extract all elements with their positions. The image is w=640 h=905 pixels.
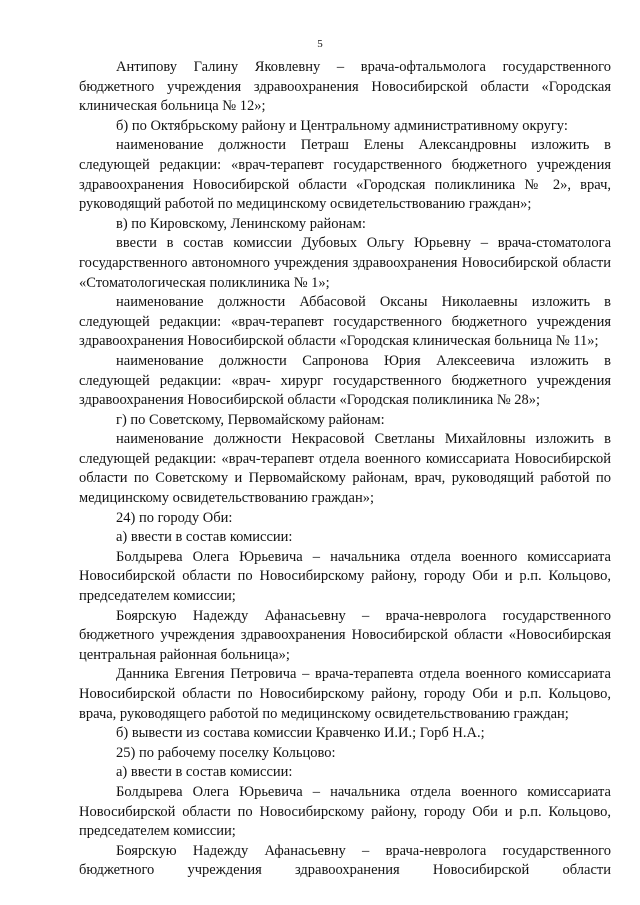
paragraph: а) ввести в состав комиссии: xyxy=(116,764,293,781)
paragraph: б) по Октябрьскому району и Центральному административному округу: xyxy=(116,117,568,134)
paragraph: наименование должности Аббасовой Оксаны Николаевны изложить в следующей редакции: «врач-терапевт государственного бюджетного учреждения здравоохранения Новосибирской области «Городская клиническая больница № 11»; xyxy=(79,294,611,350)
paragraph: б) вывести из состава комиссии Кравченко И.И.; Горб Н.А.; xyxy=(116,725,485,742)
paragraph: ввести в состав комиссии Дубовых Ольгу Юрьевну – врача-стоматолога государственного автономного учреждения здравоохранения Новосибирской области «Стоматологическая поликлиника № 1»; xyxy=(79,235,611,291)
paragraph: Антипову Галину Яковлевну – врача-офтальмолога государственного бюджетного учреждения здравоохранения Новосибирской области «Городская клиническая больница № 12»; xyxy=(79,59,611,115)
paragraph: 24) по городу Оби: xyxy=(116,509,233,526)
paragraph: Болдырева Олега Юрьевича – начальника отдела военного комиссариата Новосибирской области по Новосибирскому району, городу Оби и р.п. Кольцово, председателем комиссии; xyxy=(79,783,611,840)
page-number: 5 xyxy=(317,38,323,50)
paragraph: наименование должности Петраш Елены Александровны изложить в следующей редакции: «врач-терапевт государственного бюджетного учреждения здравоохранения Новосибирской области «Городская поликлиника № 2», врач, руководящий работой по медицинскому освидетельствованию граждан»; xyxy=(79,137,611,213)
paragraph: а) ввести в состав комиссии: xyxy=(116,529,293,546)
document-body xyxy=(79,58,611,881)
paragraph: Боярскую Надежду Афанасьевну – врача-невролога государственного бюджетного учреждения здравоохранения Новосибирской области xyxy=(79,842,611,879)
paragraph: Данника Евгения Петровича – врача-терапевта отдела военного комиссариата Новосибирской области по Новосибирскому району, городу Оби и р.п. Кольцово, врача, руководящего работой по медицинскому освидетельствованию граждан; xyxy=(79,666,611,722)
paragraph: наименование должности Сапронова Юрия Алексеевича изложить в следующей редакции: «врач- хирург государственного бюджетного учреждения здравоохранения Новосибирской области «Городская поликлиника № 28»; xyxy=(79,352,611,409)
paragraph: г) по Советскому, Первомайскому районам: xyxy=(116,411,385,428)
paragraph: 25) по рабочему поселку Кольцово: xyxy=(116,744,336,761)
paragraph: Болдырева Олега Юрьевича – начальника отдела военного комиссариата Новосибирской области по Новосибирскому району, городу Оби и р.п. Кольцово, председателем комиссии; xyxy=(79,548,611,605)
paragraph: наименование должности Некрасовой Светланы Михайловны изложить в следующей редакции: «врач-терапевт отдела военного комиссариата Новосибирской области по Советскому и Первомайскому районам, врач, руководящий работой по медицинскому освидетельствованию граждан»; xyxy=(79,431,611,507)
paragraph: Боярскую Надежду Афанасьевну – врача-невролога государственного бюджетного учреждения здравоохранения Новосибирской области «Новосибирская центральная районная больница»; xyxy=(79,607,611,663)
paragraph: в) по Кировскому, Ленинскому районам: xyxy=(116,215,366,232)
